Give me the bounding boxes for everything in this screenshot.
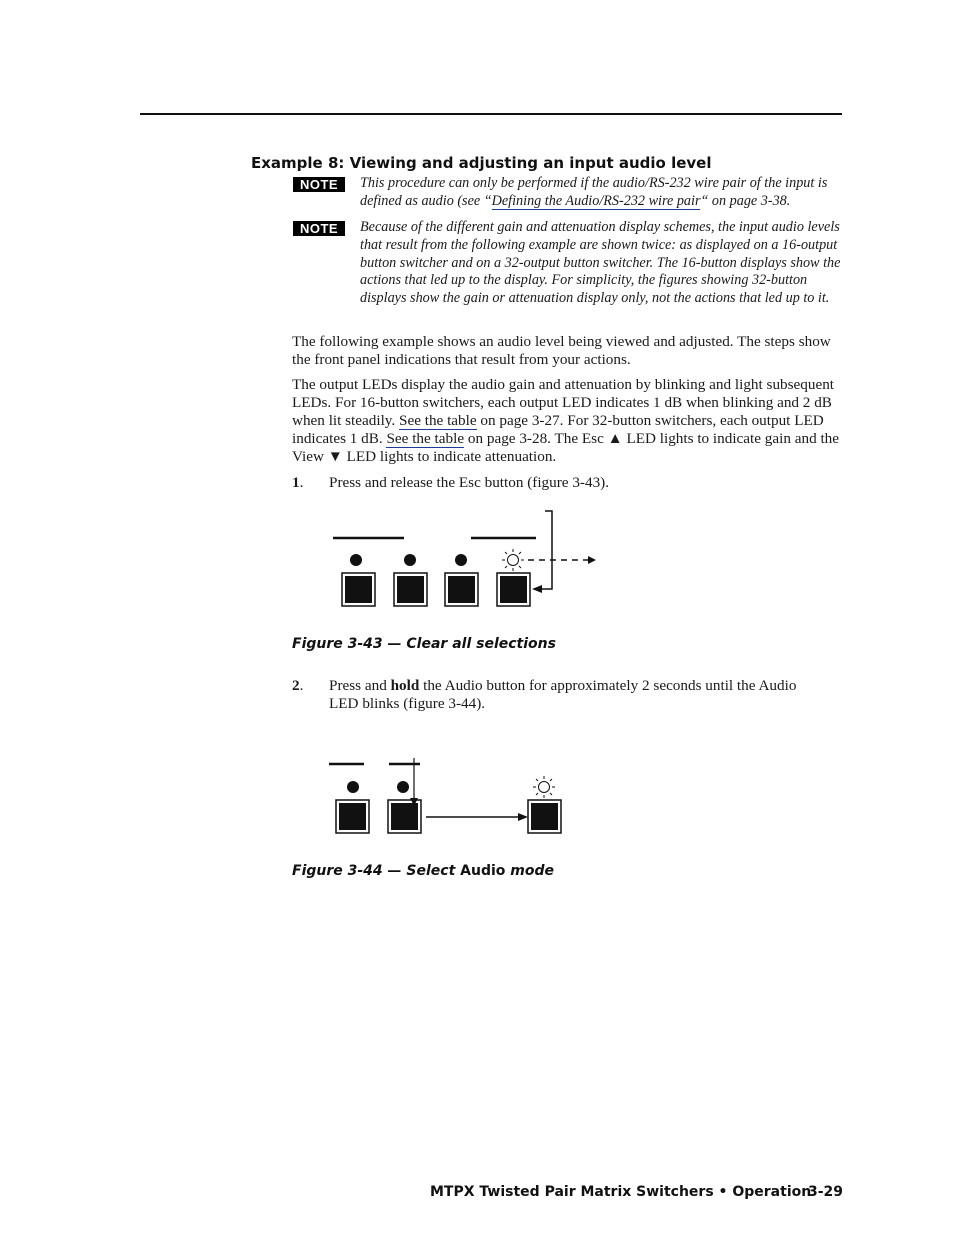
paragraph: The output LEDs display the audio gain and attenuation by blinking and light subsequent LEDs. For 16-button switchers, each output LED indicates 1 dB when blinking and 2 dB when lit steadily. See the table on page 3-27. For 32-button switchers, each output LED indicates 1 dB. See the table on page 3-28. The Esc ▲ LED lights to indicate gain and the View ▼ LED lights to indicate attenuation.: [292, 376, 840, 465]
note-text: Because of the different gain and attenuation display schemes, the input audio levels that result from the following example are shown twice: as displayed on a 16-output button switcher and on a 32-output button switcher. The 16-button displays show the actions that led up to the display. For simplicity, the figures showing 32-button displays show the gain or attenuation display only, not the actions that led up to it.: [360, 219, 841, 307]
figure-3-44: [320, 752, 580, 842]
defining-audio-link[interactable]: Defining the Audio/RS-232 wire pair: [491, 192, 701, 209]
button-icon: [394, 573, 427, 606]
arrow-icon: [532, 585, 542, 593]
blinking-led-icon: [502, 549, 524, 571]
button-icon: [528, 800, 561, 833]
step-number: 2.: [292, 677, 304, 694]
button-icon: [336, 800, 369, 833]
button-icon: [388, 800, 421, 833]
top-rule: [140, 113, 842, 115]
step-number: 1.: [292, 474, 304, 491]
led-icon: [397, 781, 409, 793]
section-heading: Example 8: Viewing and adjusting an input audio level: [251, 154, 712, 172]
paragraph: The following example shows an audio level being viewed and adjusted. The steps show the front panel indications that result from your actions.: [292, 333, 831, 368]
figure-caption: Figure 3-44 — Select Audio mode: [292, 863, 555, 879]
step-text: Press and hold the Audio button for approximately 2 seconds until the Audio LED blinks (figure 3-44).: [329, 677, 797, 712]
led-icon: [350, 554, 362, 566]
button-icon: [445, 573, 478, 606]
page-number: 3-29: [808, 1184, 844, 1200]
led-icon: [347, 781, 359, 793]
figure-caption: Figure 3-43 — Clear all selections: [292, 636, 556, 652]
blinking-led-icon: [533, 776, 555, 798]
note-badge: NOTE: [293, 221, 345, 236]
button-icon: [342, 573, 375, 606]
arrow-icon: [588, 556, 596, 564]
step-text: Press and release the Esc button (figure 3-43).: [329, 474, 610, 491]
note-text: This procedure can only be performed if the audio/RS-232 wire pair of the input is defined as audio (see “Defining the Audio/RS-232 wire pair“ on page 3-38.: [360, 175, 828, 209]
arrow-icon: [518, 813, 528, 821]
press-indicator-line: [542, 511, 552, 589]
footer-title: MTPX Twisted Pair Matrix Switchers • Operation: [430, 1184, 812, 1200]
figure-3-43: [320, 505, 610, 615]
see-table-link[interactable]: See the table: [386, 430, 465, 447]
see-table-link[interactable]: See the table: [399, 412, 477, 429]
note-badge: NOTE: [293, 177, 345, 192]
button-icon: [497, 573, 530, 606]
led-icon: [404, 554, 416, 566]
led-icon: [455, 554, 467, 566]
